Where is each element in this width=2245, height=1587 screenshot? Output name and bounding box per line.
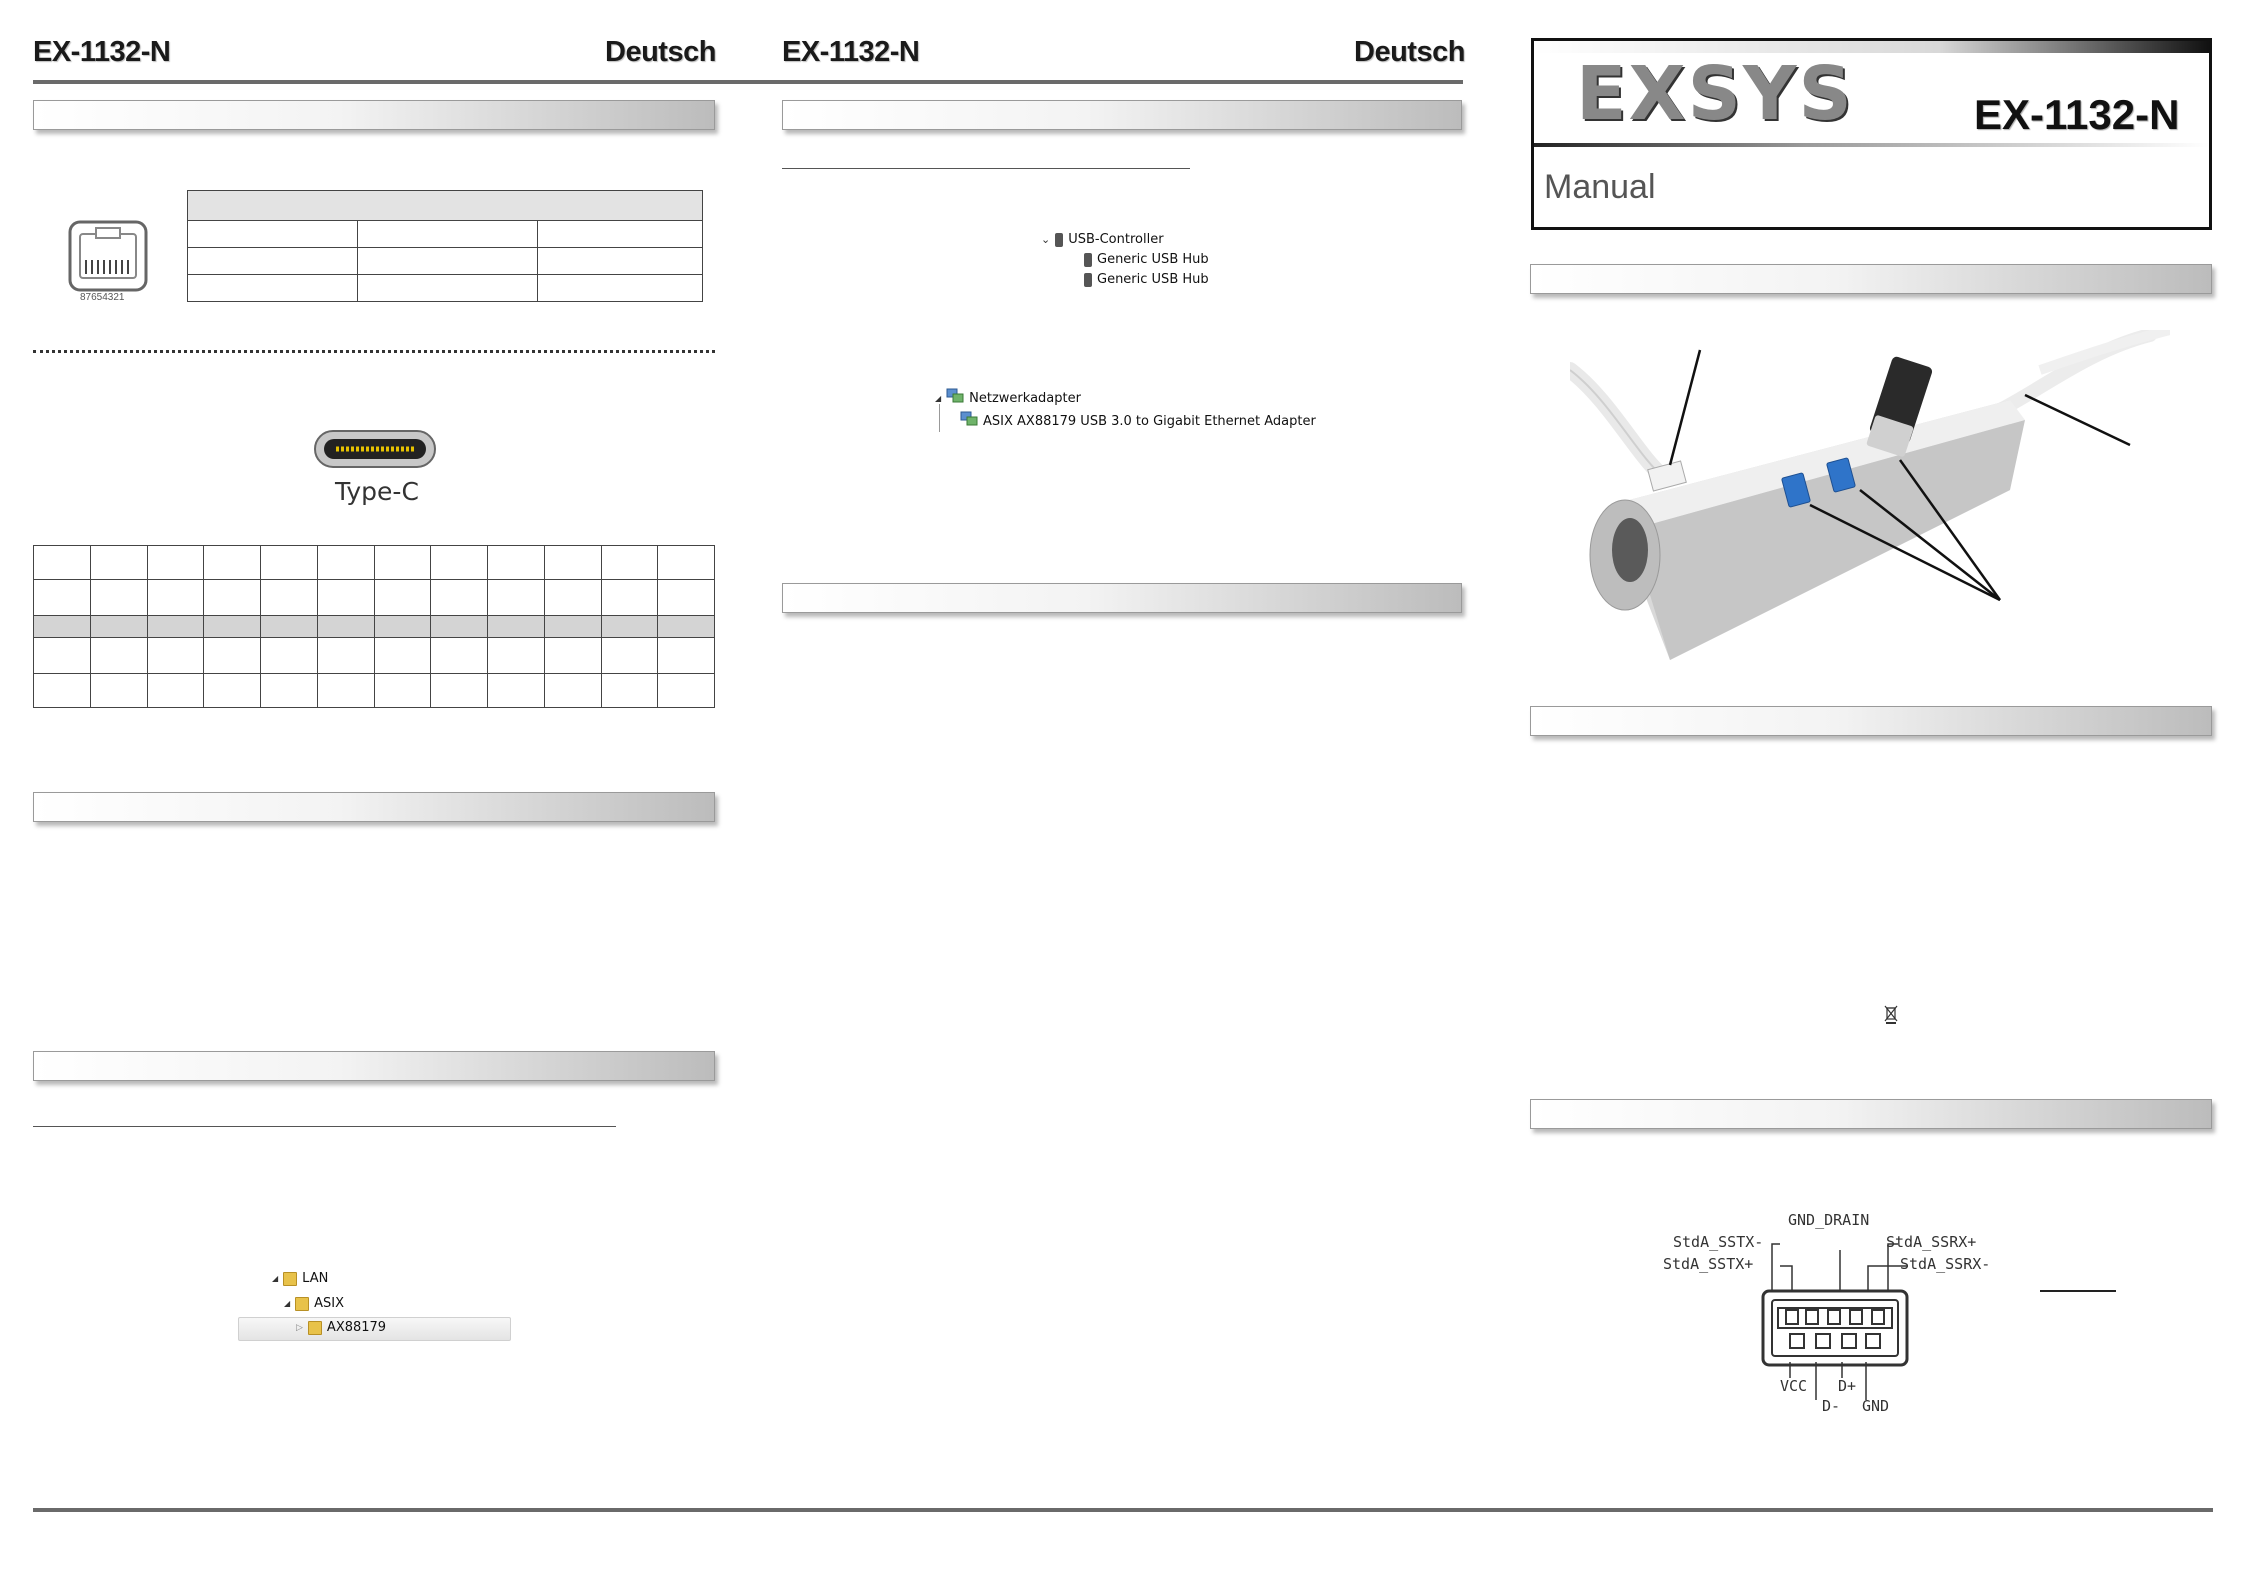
- network-adapter-icon: [946, 388, 964, 408]
- table-cell: [204, 546, 261, 580]
- pin-d-minus: D-: [1822, 1397, 1841, 1415]
- usb-hub-product-photo: [1570, 330, 2170, 660]
- table-cell: [601, 638, 658, 674]
- footer-rule: [33, 1508, 2213, 1512]
- table-cell: [261, 546, 318, 580]
- table-header-cell: [188, 191, 703, 221]
- folder-ax88179[interactable]: [296, 1320, 386, 1335]
- table-cell: [34, 580, 91, 616]
- left-language-label: Deutsch: [605, 36, 716, 68]
- right-section-bar-3: [1530, 1099, 2212, 1129]
- left-header-rule: [33, 80, 713, 84]
- table-cell: [601, 546, 658, 580]
- folder-icon: [295, 1297, 309, 1311]
- table-cell: [538, 248, 703, 275]
- middle-section-bar-1: [782, 100, 1462, 130]
- pin-gnd: GND: [1862, 1397, 1890, 1415]
- expand-triangle-icon: ◢: [272, 1274, 279, 1283]
- weee-bin-icon: [1883, 1004, 1899, 1024]
- middle-model-title: EX-1132-N: [782, 36, 920, 68]
- middle-section-bar-2: [782, 583, 1462, 613]
- usb-plug-icon: [1084, 253, 1092, 267]
- table-cell: [147, 638, 204, 674]
- rj45-pin-numbers: 87654321: [80, 292, 125, 303]
- usb-hub-label: Generic USB Hub: [1097, 252, 1209, 267]
- table-cell: [90, 546, 147, 580]
- table-cell: [188, 221, 358, 248]
- table-cell: [261, 638, 318, 674]
- table-cell: [374, 616, 431, 638]
- table-cell: [601, 674, 658, 708]
- type-c-label: Type-C: [335, 477, 419, 506]
- usb-controller-label: USB-Controller: [1068, 232, 1164, 247]
- table-cell: [431, 546, 488, 580]
- folder-lan[interactable]: [272, 1271, 328, 1286]
- usb-controller-node[interactable]: [1041, 232, 1164, 247]
- network-adapter-icon: [960, 411, 978, 431]
- table-cell: [317, 546, 374, 580]
- table-cell: [488, 638, 545, 674]
- usb-type-c-connector-icon: [314, 430, 436, 468]
- right-section-bar-1: [1530, 264, 2212, 294]
- table-cell: [538, 275, 703, 302]
- middle-header-rule: [700, 80, 1463, 84]
- table-cell: [658, 674, 715, 708]
- table-cell: [431, 580, 488, 616]
- collapse-triangle-icon: ▷: [296, 1322, 303, 1333]
- table-cell: [204, 580, 261, 616]
- folder-label: LAN: [302, 1271, 329, 1286]
- table-cell: [34, 546, 91, 580]
- table-cell: [317, 638, 374, 674]
- usb-plug-icon: [1055, 233, 1063, 247]
- left-underline: [33, 1126, 616, 1127]
- table-cell: [188, 275, 358, 302]
- table-cell: [658, 580, 715, 616]
- usb-hub-label: Generic USB Hub: [1097, 272, 1209, 287]
- table-cell: [488, 616, 545, 638]
- middle-language-label: Deutsch: [1354, 36, 1465, 68]
- left-section-bar-1: [33, 100, 715, 130]
- table-cell: [538, 221, 703, 248]
- table-cell: [358, 248, 538, 275]
- table-cell: [658, 616, 715, 638]
- table-cell: [431, 616, 488, 638]
- pin-sstx-minus: StdA_SSTX-: [1673, 1233, 1764, 1251]
- cover-model-title: EX-1132-N: [1974, 91, 2180, 138]
- table-cell: [34, 616, 91, 638]
- table-cell: [147, 674, 204, 708]
- type-c-pin-table: [33, 545, 715, 708]
- folder-icon: [308, 1321, 322, 1335]
- usb-hub-node[interactable]: [1084, 252, 1209, 267]
- network-device-label: ASIX AX88179 USB 3.0 to Gigabit Ethernet Adapter: [983, 413, 1316, 429]
- tree-connector-line: [939, 404, 940, 432]
- left-section-bar-2: [33, 792, 715, 822]
- table-cell: [147, 546, 204, 580]
- folder-asix[interactable]: [284, 1296, 344, 1311]
- pin-ssrx-minus: StdA_SSRX-: [1900, 1255, 1991, 1273]
- expand-triangle-icon: ◢: [284, 1299, 291, 1308]
- cover-mid-gradient: [1534, 143, 2209, 147]
- cover-manual-label: Manual: [1544, 168, 1656, 206]
- table-cell: [90, 616, 147, 638]
- table-cell: [488, 580, 545, 616]
- table-cell: [601, 580, 658, 616]
- rj45-port-icon: [68, 220, 148, 292]
- table-cell: [544, 546, 601, 580]
- table-cell: [261, 674, 318, 708]
- table-cell: [358, 275, 538, 302]
- network-adapter-device[interactable]: [960, 411, 1316, 431]
- table-cell: [658, 638, 715, 674]
- table-cell: [34, 638, 91, 674]
- table-cell: [90, 638, 147, 674]
- table-cell: [544, 638, 601, 674]
- right-section-bar-2: [1530, 706, 2212, 736]
- table-cell: [188, 248, 358, 275]
- folder-label: AX88179: [326, 1320, 387, 1335]
- table-cell: [317, 580, 374, 616]
- pinout-underline: [2040, 1290, 2116, 1292]
- table-cell: [544, 674, 601, 708]
- chevron-down-icon: ⌄: [1041, 233, 1051, 246]
- table-cell: [34, 674, 91, 708]
- table-cell: [374, 674, 431, 708]
- usb-hub-node[interactable]: [1084, 272, 1209, 287]
- table-cell: [601, 616, 658, 638]
- table-cell: [488, 674, 545, 708]
- left-model-title: EX-1132-N: [33, 36, 171, 68]
- network-adapter-label: Netzwerkadapter: [969, 390, 1081, 406]
- table-cell: [147, 580, 204, 616]
- folder-icon: [283, 1272, 297, 1286]
- pin-d-plus: D+: [1838, 1377, 1857, 1395]
- table-cell: [90, 674, 147, 708]
- table-cell: [317, 616, 374, 638]
- table-cell: [431, 638, 488, 674]
- table-cell: [358, 221, 538, 248]
- table-cell: [374, 546, 431, 580]
- folder-label: ASIX: [314, 1296, 345, 1311]
- table-cell: [204, 674, 261, 708]
- pin-ssrx-plus: StdA_SSRX+: [1886, 1233, 1977, 1251]
- table-cell: [261, 616, 318, 638]
- table-cell: [488, 546, 545, 580]
- pin-gnd-drain: GND_DRAIN: [1788, 1211, 1870, 1229]
- table-cell: [544, 616, 601, 638]
- cover-box: [1531, 38, 2212, 230]
- table-cell: [374, 638, 431, 674]
- left-section-bar-3: [33, 1051, 715, 1081]
- rj45-pin-table: [187, 190, 703, 302]
- expand-triangle-icon: ◢: [935, 393, 942, 403]
- table-cell: [204, 638, 261, 674]
- table-cell: [658, 546, 715, 580]
- table-cell: [204, 616, 261, 638]
- network-adapter-category[interactable]: [935, 388, 1081, 408]
- pin-vcc: VCC: [1780, 1377, 1808, 1395]
- pin-sstx-plus: StdA_SSTX+: [1663, 1255, 1754, 1273]
- table-cell: [317, 674, 374, 708]
- table-cell: [90, 580, 147, 616]
- usb-plug-icon: [1084, 273, 1092, 287]
- table-cell: [147, 616, 204, 638]
- table-cell: [431, 674, 488, 708]
- exsys-logo: EXSYS: [1576, 51, 1854, 137]
- table-cell: [261, 580, 318, 616]
- table-cell: [374, 580, 431, 616]
- dotted-separator: [33, 350, 715, 353]
- table-cell: [544, 580, 601, 616]
- middle-underline: [782, 168, 1190, 169]
